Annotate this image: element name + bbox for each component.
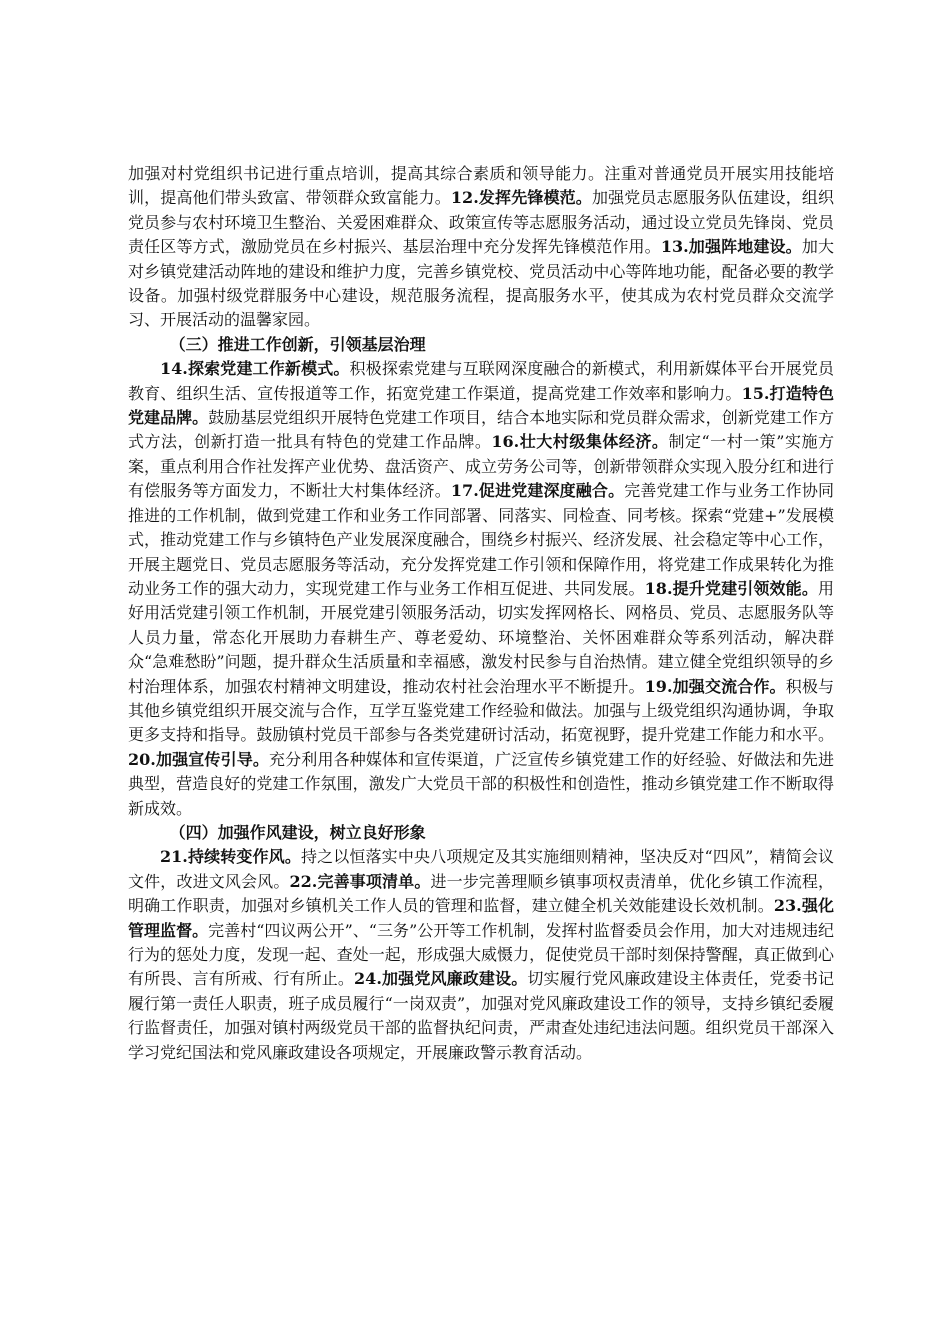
paragraph-text: 切实履行党风廉政建设主体责任，党委书记履行第一责任人职责，班子成员履行“一岗双责”，加强对党风廉政建设工作的领导，支持乡镇纪委履行监督责任，加强对镇村两级党员干部的监督执纪问责，严肃查处违纪违法问题。组织党员干部深入学习党纪国法和党风廉政建设各项规定，开展廉政警示教育活动。 bbox=[128, 969, 834, 1062]
paragraph-text: 用好用活党建引领工作机制，开展党建引领服务活动，切实发挥网格长、网格员、党员、志愿服务队等人员力量，常态化开展助力春耕生产、尊老爱幼、环境整治、关怀困难群众等系列活动，解决群众“急难愁盼”问题，提升群众生活质量和幸福感，激发村民参与自治热情。建立健全党组织领导的乡村治理体系，加强农村精神文明建设，推动农村社会治理水平不断提升。 bbox=[128, 578, 834, 696]
item-title: 14.探索党建工作新模式。 bbox=[160, 359, 350, 379]
item-title: 20.加强宣传引导。 bbox=[128, 749, 270, 769]
section-heading: （三）推进工作创新，引领基层治理 bbox=[169, 334, 426, 354]
item-title: 12.发挥先锋模范。 bbox=[450, 188, 592, 208]
item-title: 16.壮大村级集体经济。 bbox=[491, 432, 669, 452]
item-title: 21.持续转变作风。 bbox=[160, 847, 301, 867]
document-page bbox=[128, 162, 834, 1065]
item-title: 22.完善事项清单。 bbox=[289, 871, 431, 891]
paragraph-text: 制定“一村一策”实施方案，重点利用合作社发挥产业优势、盘活资产、成立劳务公司等，创新带领群众实现入股分红和进行有偿服务等方面发力，不断壮大村集体经济。 bbox=[128, 432, 834, 501]
paragraph-text: 持之以恒落实中央八项规定及其实施细则精神，坚决反对“四风”，精简会议文件，改进文风会风。 bbox=[128, 847, 834, 891]
body-paragraph bbox=[128, 845, 834, 1065]
paragraph-text: 进一步完善理顺乡镇事项权责清单，优化乡镇工作流程，明确工作职责，加强对乡镇机关工作人员的管理和监督，建立健全机关效能建设长效机制。 bbox=[128, 871, 834, 916]
item-title: 24.加强党风廉政建设。 bbox=[354, 969, 528, 989]
section-heading: （四）加强作风建设，树立良好形象 bbox=[169, 822, 426, 842]
item-title: 18.提升党建引领效能。 bbox=[644, 578, 818, 598]
paragraph-text: 充分利用各种媒体和宣传渠道，广泛宣传乡镇党建工作的好经验、好做法和先进典型，营造良好的党建工作氛围，激发广大党员干部的积极性和创造性，推动乡镇党建工作不断取得新成效。 bbox=[128, 749, 834, 818]
paragraph-text: 完善村“四议两公开”、“三务”公开等工作机制，发挥村监督委员会作用，加大对违规违纪行为的惩处力度，发现一起、查处一起，形成强大威慑力，促使党员干部时刻保持警醒，真正做到心有所畏、言有所戒、行有所止。 bbox=[128, 920, 834, 989]
paragraph-text: 完善党建工作与业务工作协同推进的工作机制，做到党建工作和业务工作同部署、同落实、同检查、同考核。探索“党建+”发展模式，推动党建工作与乡镇特色产业发展深度融合，围绕乡村振兴、经济发展、社会稳定等中心工作，开展主题党日、党员志愿服务等活动，充分发挥党建工作引领和保障作用，将党建工作成果转化为推动业务工作的强大动力，实现党建工作与业务工作相互促进、共同发展。 bbox=[128, 481, 834, 598]
item-title: 23.强化管理监督。 bbox=[128, 896, 834, 940]
paragraph-text: 加强对村党组织书记进行重点培训，提高其综合素质和领导能力。注重对普通党员开展实用技能培训，提高他们带头致富、带领群众致富能力。 bbox=[128, 164, 834, 208]
paragraph-text: 加大对乡镇党建活动阵地的建设和维护力度，完善乡镇党校、党员活动中心等阵地功能，配备必要的教学设备。加强村级党群服务中心建设，规范服务流程，提高服务水平，使其成为农村党员群众交流学习、开展活动的温馨家园。 bbox=[128, 237, 834, 330]
paragraph-text: 鼓励基层党组织开展特色党建工作项目，结合本地实际和党员群众需求，创新党建工作方式方法，创新打造一批具有特色的党建工作品牌。 bbox=[128, 408, 834, 452]
item-title: 17.促进党建深度融合。 bbox=[450, 481, 625, 501]
paragraph-text: 积极与其他乡镇党组织开展交流与合作，互学互鉴党建工作经验和做法。加强与上级党组织沟通协调，争取更多支持和指导。鼓励镇村党员干部参与各类党建研讨活动，拓宽视野，提升党建工作能力和水平。 bbox=[128, 676, 834, 745]
paragraph-text: 积极探索党建与互联网深度融合的新模式，利用新媒体平台开展党员教育、组织生活、宣传报道等工作，拓宽党建工作渠道，提高党建工作效率和影响力。 bbox=[128, 359, 834, 403]
item-title: 15.打造特色党建品牌。 bbox=[128, 383, 834, 428]
paragraph-text: 加强党员志愿服务队伍建设，组织党员参与农村环境卫生整治、关爱困难群众、政策宣传等志愿服务活动，通过设立党员先锋岗、党员责任区等方式，激励党员在乡村振兴、基层治理中充分发挥先锋模范作用。 bbox=[128, 188, 834, 257]
body-paragraph bbox=[128, 162, 834, 333]
item-title: 13.加强阵地建设。 bbox=[660, 237, 802, 257]
body-paragraph bbox=[128, 357, 834, 821]
item-title: 19.加强交流合作。 bbox=[644, 676, 786, 696]
